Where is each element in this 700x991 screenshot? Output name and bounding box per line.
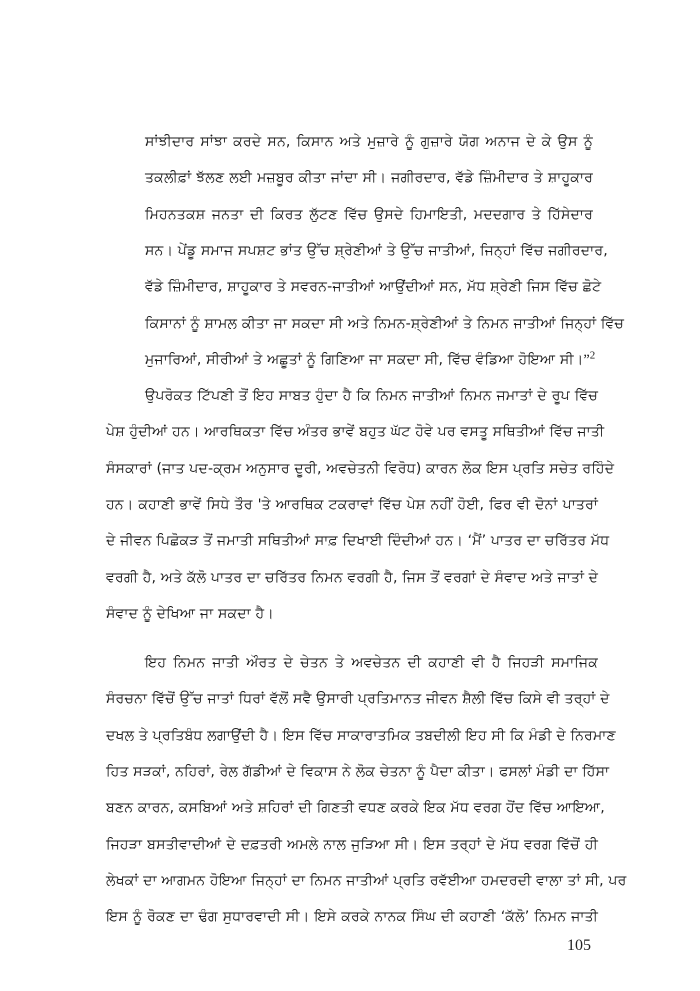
paragraph-line: ਬਣਨ ਕਾਰਨ, ਕਸਬਿਆਂ ਅਤੇ ਸ਼ਹਿਰਾਂ ਦੀ ਗਿਣਤੀ ਵਧਣ ਕਰਕੇ ਇਕ ਮੱਧ ਵਰਗ ਹੋਂਦ ਵਿੱਚ ਆਇਆ, — [106, 800, 605, 816]
paragraph-line: ਹਨ। ਕਹਾਣੀ ਭਾਵੇਂ ਸਿਧੇ ਤੌਰ 'ਤੇ ਆਰਥਿਕ ਟਕਰਾਵਾਂ ਵਿੱਚ ਪੇਸ਼ ਨਹੀਂ ਹੋਈ, ਫਿਰ ਵੀ ਦੋਨਾਂ ਪਾਤਰਾਂ — [106, 497, 598, 513]
paragraph-line: ਦਖਲ ਤੇ ਪ੍ਰਤਿਬੰਧ ਲਗਾਉਂਦੀ ਹੈ। ਇਸ ਵਿੱਚ ਸਾਕਾਰਾਤਮਿਕ ਤਬਦੀਲੀ ਇਹ ਸੀ ਕਿ ਮੰਡੀ ਦੇ ਨਿਰਮਾਣ — [106, 728, 616, 744]
footnote-reference[interactable]: 2 — [589, 349, 596, 362]
quote-line: ਤਕਲੀਫ਼ਾਂ ਝੱਲਣ ਲਈ ਮਜ਼ਬੂਰ ਕੀਤਾ ਜਾਂਦਾ ਸੀ। ਜਗੀਰਦਾਰ, ਵੱਡੇ ਜ਼ਿੰਮੀਦਾਰ ਤੇ ਸ਼ਾਹੂਕਾਰ — [145, 170, 593, 186]
paragraph-line: ਜਿਹੜਾ ਬਸਤੀਵਾਦੀਆਂ ਦੇ ਦਫ਼ਤਰੀ ਅਮਲੇ ਨਾਲ ਜੁੜਿਆ ਸੀ। ਇਸ ਤਰ੍ਹਾਂ ਦੇ ਮੱਧ ਵਰਗ ਵਿੱਚੋਂ ਹੀ — [106, 837, 598, 853]
quote-line: ਸਾਂਝੀਦਾਰ ਸਾਂਝਾ ਕਰਦੇ ਸਨ, ਕਿਸਾਨ ਅਤੇ ਮੁਜ਼ਾਰੇ ਨੂੰ ਗੁਜ਼ਾਰੇ ਯੋਗ ਅਨਾਜ ਦੇ ਕੇ ਉਸ ਨੂੰ — [145, 134, 593, 150]
paragraph-line: ਸੰਰਚਨਾ ਵਿੱਚੋਂ ਉੱਚ ਜਾਤਾਂ ਧਿਰਾਂ ਵੱਲੋਂ ਸਵੈ ਉਸਾਰੀ ਪ੍ਰਤਿਮਾਨਤ ਜੀਵਨ ਸ਼ੈਲੀ ਵਿੱਚ ਕਿਸੇ ਵੀ ਤਰ੍ਹਾਂ ਦੇ — [106, 691, 610, 707]
quote-text: ਮੁਜਾਰਿਆਂ, ਸੀਰੀਆਂ ਤੇ ਅਛੂਤਾਂ ਨੂੰ ਗਿਣਿਆ ਜਾ ਸਕਦਾ ਸੀ, ਵਿੱਚ ਵੰਡਿਆ ਹੋਇਆ ਸੀ। — [145, 352, 584, 368]
page-number: 105 — [567, 937, 591, 954]
quote-line: ਵੱਡੇ ਜ਼ਿੰਮੀਦਾਰ, ਸ਼ਾਹੂਕਾਰ ਤੇ ਸਵਰਨ-ਜਾਤੀਆਂ ਆਉਂਦੀਆਂ ਸਨ, ਮੱਧ ਸ਼੍ਰੇਣੀ ਜਿਸ ਵਿੱਚ ਛੋਟੇ — [145, 279, 602, 295]
quote-line: ਕਿਸਾਨਾਂ ਨੂੰ ਸ਼ਾਮਲ ਕੀਤਾ ਜਾ ਸਕਦਾ ਸੀ ਅਤੇ ਨਿਮਨ-ਸ਼੍ਰੇਣੀਆਂ ਤੇ ਨਿਮਨ ਜਾਤੀਆਂ ਜਿਨ੍ਹਾਂ ਵਿੱਚ — [145, 316, 625, 332]
quote-line: ਸਨ। ਪੇਂਡੂ ਸਮਾਜ ਸਪਸ਼ਟ ਭਾਂਤ ਉੱਚ ਸ਼੍ਰੇਣੀਆਂ ਤੇ ਉੱਚ ਜਾਤੀਆਂ, ਜਿਨ੍ਹਾਂ ਵਿੱਚ ਜਗੀਰਦਾਰ, — [145, 243, 608, 259]
paragraph-line: ਇਸ ਨੂੰ ਰੋਕਣ ਦਾ ਢੰਗ ਸੁਧਾਰਵਾਦੀ ਸੀ। ਇਸੇ ਕਰਕੇ ਨਾਨਕ ਸਿੰਘ ਦੀ ਕਹਾਣੀ ‘ਕੱਲੋ’ ਨਿਮਨ ਜਾਤੀ — [106, 909, 598, 925]
paragraph-line: ਉਪਰੋਕਤ ਟਿੱਪਣੀ ਤੋਂ ਇਹ ਸਾਬਤ ਹੁੰਦਾ ਹੈ ਕਿ ਨਿਮਨ ਜਾਤੀਆਂ ਨਿਮਨ ਜਮਾਤਾਂ ਦੇ ਰੂਪ ਵਿੱਚ — [145, 388, 598, 404]
quote-line: ਮਿਹਨਤਕਸ਼ ਜਨਤਾ ਦੀ ਕਿਰਤ ਲੁੱਟਣ ਵਿੱਚ ਉਸਦੇ ਹਿਮਾਇਤੀ, ਮਦਦਗਾਰ ਤੇ ਹਿੱਸੇਦਾਰ — [145, 207, 593, 223]
paragraph-line: ਦੇ ਜੀਵਨ ਪਿਛੋਕੜ ਤੋਂ ਜਮਾਤੀ ਸਥਿਤੀਆਂ ਸਾਫ਼ ਦਿਖਾਈ ਦਿੰਦੀਆਂ ਹਨ। ‘ਮੈਂ’ ਪਾਤਰ ਦਾ ਚਰਿੱਤਰ ਮੱਧ — [106, 533, 610, 549]
paragraph-line: ਲੇਖਕਾਂ ਦਾ ਆਗਮਨ ਹੋਇਆ ਜਿਨ੍ਹਾਂ ਦਾ ਨਿਮਨ ਜਾਤੀਆਂ ਪ੍ਰਤਿ ਰਵੱਈਆ ਹਮਦਰਦੀ ਵਾਲਾ ਤਾਂ ਸੀ, ਪਰ — [106, 873, 627, 889]
paragraph-line: ਪੇਸ਼ ਹੁੰਦੀਆਂ ਹਨ। ਆਰਥਿਕਤਾ ਵਿੱਚ ਅੰਤਰ ਭਾਵੇਂ ਬਹੁਤ ਘੱਟ ਹੋਵੇ ਪਰ ਵਸਤੂ ਸਥਿਤੀਆਂ ਵਿੱਚ ਜਾਤੀ — [106, 424, 605, 440]
paragraph-line: ਸੰਵਾਦ ਨੂੰ ਦੇਖਿਆ ਜਾ ਸਕਦਾ ਹੈ। — [106, 606, 274, 622]
paragraph-line: ਵਰਗੀ ਹੈ, ਅਤੇ ਕੱਲੋ ਪਾਤਰ ਦਾ ਚਰਿੱਤਰ ਨਿਮਨ ਵਰਗੀ ਹੈ, ਜਿਸ ਤੋਂ ਵਰਗਾਂ ਦੇ ਸੰਵਾਦ ਅਤੇ ਜਾਤਾਂ ਦੇ — [106, 570, 599, 586]
closing-quote-mark: ” — [583, 352, 590, 368]
paragraph-line: ਇਹ ਨਿਮਨ ਜਾਤੀ ਔਰਤ ਦੇ ਚੇਤਨ ਤੇ ਅਵਚੇਤਨ ਦੀ ਕਹਾਣੀ ਵੀ ਹੈ ਜਿਹੜੀ ਸਮਾਜਿਕ — [145, 655, 598, 671]
paragraph-line: ਹਿਤ ਸੜਕਾਂ, ਨਹਿਰਾਂ, ਰੇਲ ਗੱਡੀਆਂ ਦੇ ਵਿਕਾਸ ਨੇ ਲੋਕ ਚੇਤਨਾ ਨੂੰ ਪੈਦਾ ਕੀਤਾ। ਫਸਲਾਂ ਮੰਡੀ ਦਾ ਹਿੱਸਾ — [106, 764, 610, 780]
paragraph-line: ਸੰਸਕਾਰਾਂ (ਜਾਤ ਪਦ-ਕ੍ਰਮ ਅਨੁਸਾਰ ਦੂਰੀ, ਅਵਚੇਤਨੀ ਵਿਰੋਧ) ਕਾਰਨ ਲੋਕ ਇਸ ਪ੍ਰਤਿ ਸਚੇਤ ਰਹਿੰਦੇ — [106, 461, 615, 477]
quote-line-last — [145, 349, 596, 370]
